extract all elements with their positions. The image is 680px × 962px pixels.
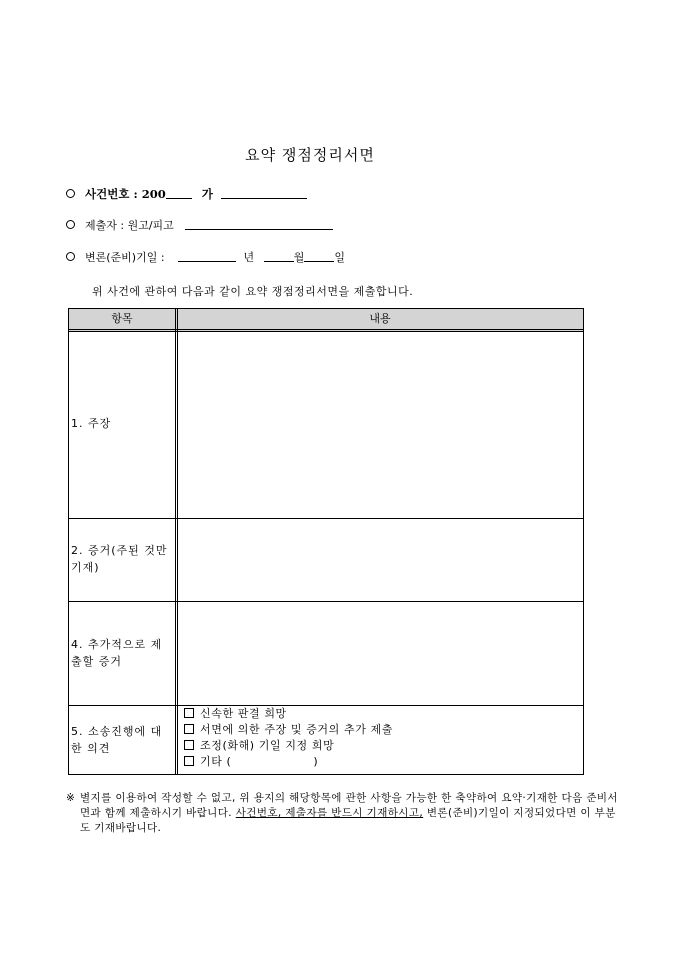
circle-bullet-icon [66, 220, 75, 229]
intro-text: 위 사건에 관하여 다음과 같이 요약 쟁점정리서면을 제출합니다. [92, 285, 414, 298]
option-other[interactable]: 기타 ( ) [184, 754, 393, 770]
case-number-label: 사건번호 : 200 [85, 187, 166, 201]
day-unit: 일 [334, 251, 345, 264]
table-header [69, 309, 583, 332]
option-speedy-judgment[interactable]: 신속한 판결 희망 [184, 706, 393, 722]
case-ga-label: 가 [201, 187, 213, 201]
opinion-options [184, 706, 393, 770]
submitter-field [66, 218, 333, 234]
row-divider [69, 518, 583, 519]
day-blank[interactable] [304, 251, 334, 262]
footnote-text-end: 변론(준비)기일이 지정되었다면 이 부분도 기재바랍니다. [80, 807, 616, 834]
option-mediation[interactable]: 조정(화해) 기일 지정 희망 [184, 738, 393, 754]
month-unit: 월 [293, 251, 305, 264]
case-number-field [66, 186, 307, 202]
row-divider [69, 601, 583, 602]
checkbox-icon[interactable] [184, 740, 194, 750]
circle-bullet-icon [66, 252, 75, 261]
issues-table [68, 308, 584, 775]
submitter-blank[interactable] [185, 219, 333, 230]
header-content: 내용 [369, 312, 391, 325]
row-label-additional-evidence: 4. 추가적으로 제출할 증거 [71, 638, 163, 668]
header-item: 항목 [111, 312, 133, 325]
row-label-evidence: 2. 증거(주된 것만 기재) [71, 544, 168, 574]
checkbox-icon[interactable] [184, 708, 194, 718]
reference-mark: ※ [66, 792, 76, 804]
row-label-procedure-opinion: 5. 소송진행에 대한 의견 [71, 725, 163, 755]
year-unit: 년 [243, 251, 255, 264]
checkbox-icon[interactable] [184, 756, 194, 766]
hearing-date-label: 변론(준비)기일 : [85, 251, 165, 264]
case-number-year-blank[interactable] [166, 188, 192, 199]
case-number-blank[interactable] [221, 188, 307, 199]
month-blank[interactable] [264, 251, 294, 262]
footnote [66, 791, 618, 836]
option-additional-submission[interactable]: 서면에 의한 주장 및 증거의 추가 제출 [184, 722, 393, 738]
submitter-label: 제출자 : 원고/피고 [85, 219, 174, 232]
footnote-underlined: 사건번호, 제출자를 반드시 기재하시고, [235, 807, 424, 819]
circle-bullet-icon [66, 189, 75, 198]
hearing-date-field [66, 250, 345, 266]
footnote-text: 별지를 이용하여 작성할 수 없고, 위 용지의 해당항목에 관한 사항을 가능한 한 축약하여 요약·기재한 다음 준비서면과 함께 제출하시기 바랍니다. [80, 792, 618, 819]
checkbox-icon[interactable] [184, 724, 194, 734]
row-label-claims: 1. 주장 [71, 417, 112, 430]
document-title: 요약 쟁점정리서면 [245, 146, 375, 164]
year-blank[interactable] [178, 251, 236, 262]
